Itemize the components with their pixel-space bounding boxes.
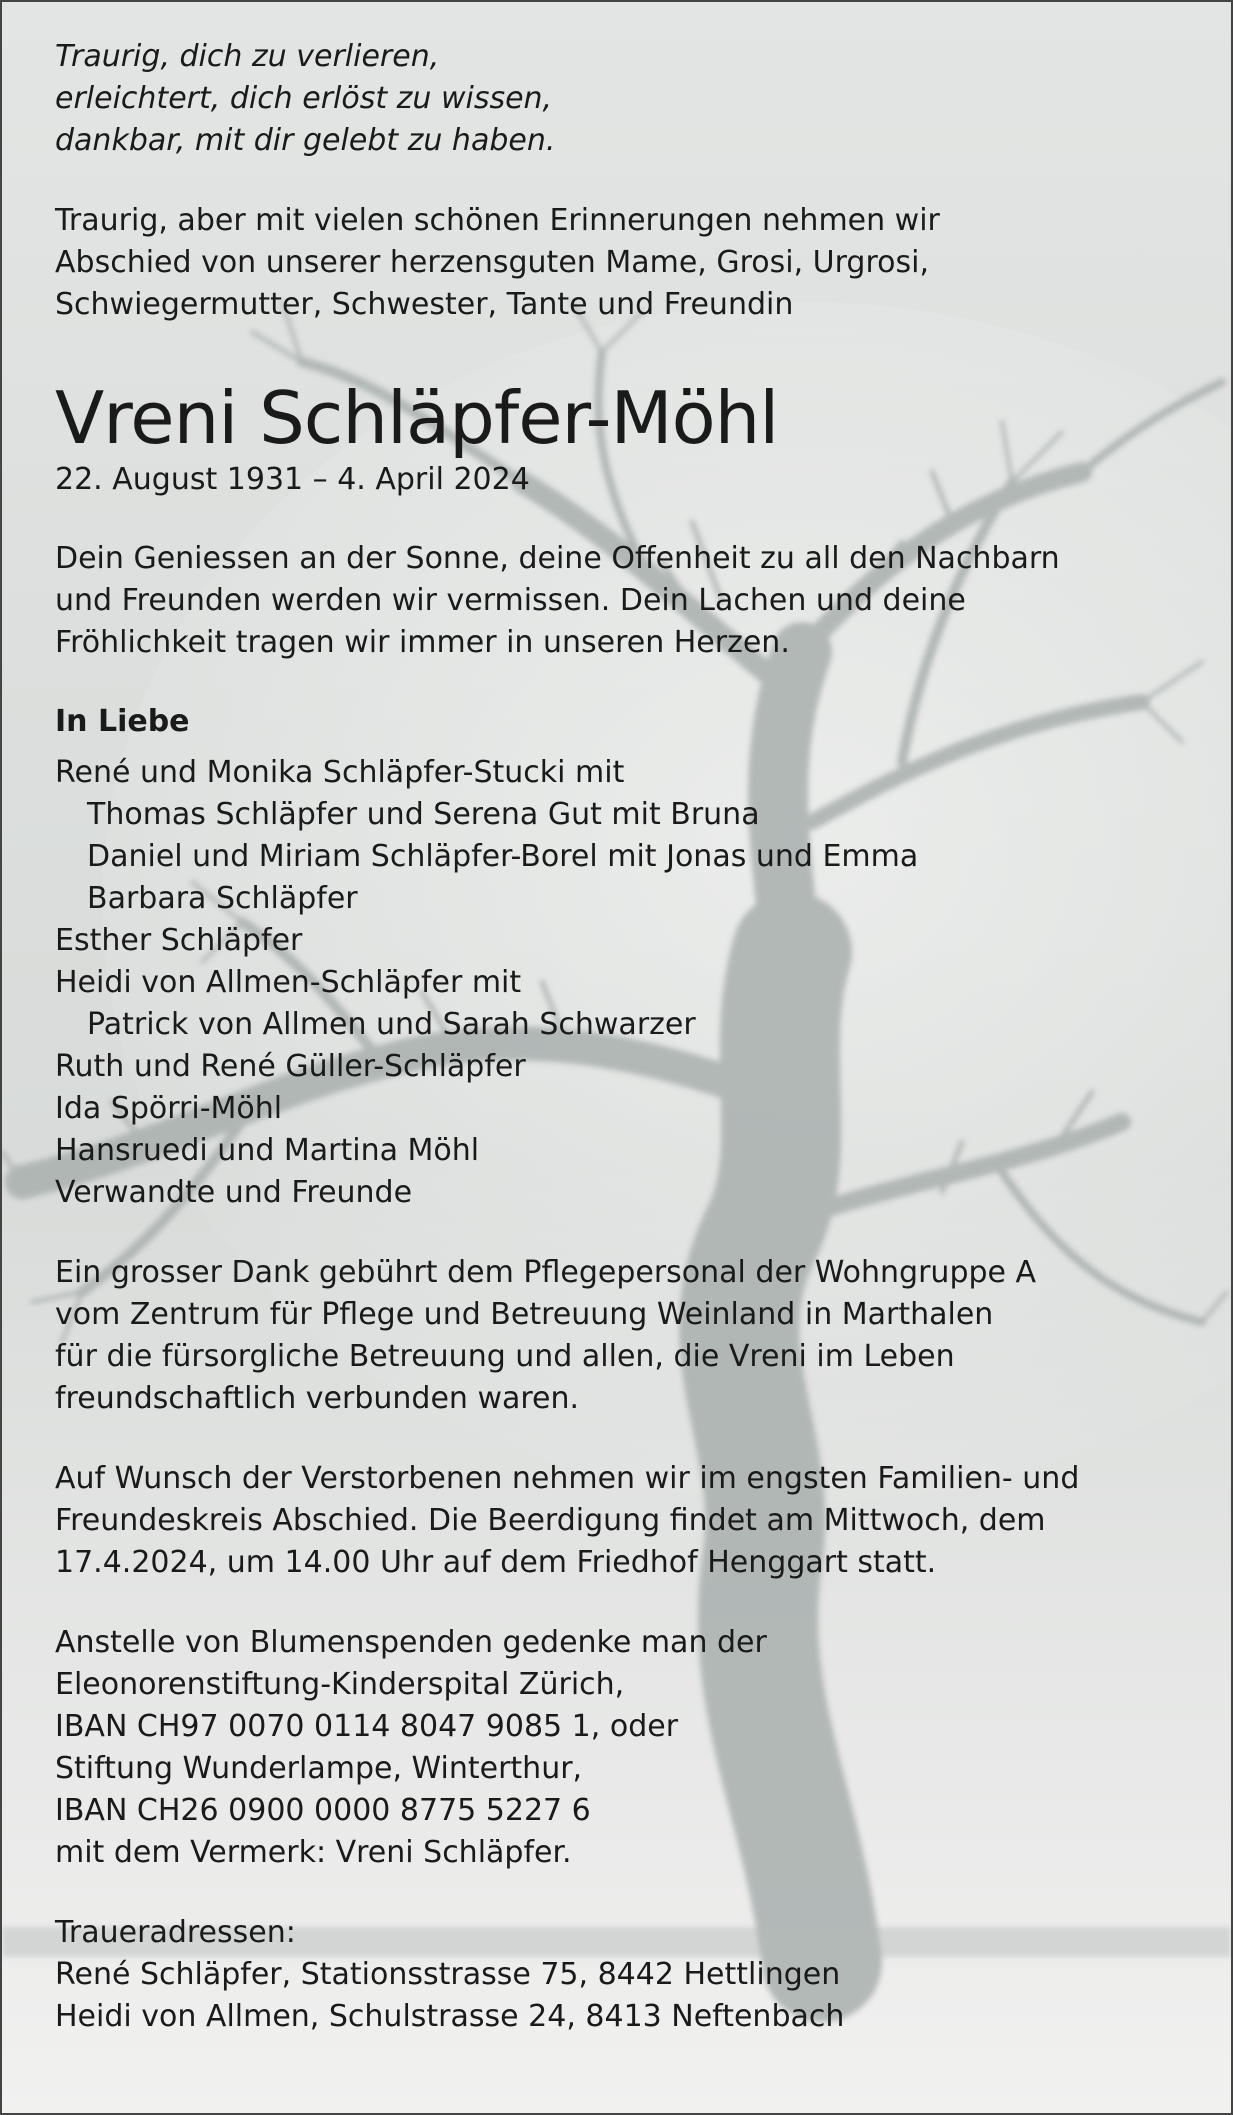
addresses-heading: Traueradressen: bbox=[55, 1915, 296, 1950]
address-line: Heidi von Allmen, Schulstrasse 24, 8413 Neftenbach bbox=[55, 1999, 845, 2034]
motto-line: Traurig, dich zu verlieren, bbox=[55, 39, 440, 74]
tribute-paragraph bbox=[55, 538, 1195, 664]
donations-paragraph bbox=[55, 1622, 1195, 1874]
donations-line: IBAN CH97 0070 0114 8047 9085 1, oder bbox=[55, 1709, 679, 1744]
funeral-line: Auf Wunsch der Verstorbenen nehmen wir im engsten Familien- und bbox=[55, 1461, 1080, 1496]
mourner-entry: Ida Spörri-Möhl bbox=[55, 1091, 283, 1126]
life-dates: 22. August 1931 – 4. April 2024 bbox=[55, 462, 530, 497]
funeral-line: 17.4.2024, um 14.00 Uhr auf dem Friedhof Henggart statt. bbox=[55, 1545, 937, 1580]
thanks-line: Ein grosser Dank gebührt dem Pflegepersonal der Wohngruppe A bbox=[55, 1255, 1037, 1290]
intro-paragraph bbox=[55, 200, 1195, 326]
motto-line: erleichtert, dich erlöst zu wissen, bbox=[55, 81, 553, 116]
mourner-entry: René und Monika Schläpfer-Stucki mit bbox=[55, 755, 625, 790]
mourner-entry: Patrick von Allmen und Sarah Schwarzer bbox=[87, 1007, 696, 1042]
tribute-line: Dein Geniessen an der Sonne, deine Offenheit zu all den Nachbarn bbox=[55, 541, 1060, 576]
deceased-name: Vreni Schläpfer-Möhl bbox=[55, 376, 779, 460]
motto bbox=[55, 36, 1195, 162]
mourner-entry: Ruth und René Güller-Schläpfer bbox=[55, 1049, 526, 1084]
tribute-line: und Freunden werden wir vermissen. Dein Lachen und deine bbox=[55, 583, 966, 618]
thanks-paragraph bbox=[55, 1252, 1195, 1420]
tribute-line: Fröhlichkeit tragen wir immer in unseren Herzen. bbox=[55, 625, 790, 660]
mourners-list bbox=[55, 752, 1195, 1214]
address-line: René Schläpfer, Stationsstrasse 75, 8442 Hettlingen bbox=[55, 1957, 841, 1992]
mourner-entry: Barbara Schläpfer bbox=[87, 881, 358, 916]
funeral-line: Freundeskreis Abschied. Die Beerdigung findet am Mittwoch, dem bbox=[55, 1503, 1046, 1538]
motto-line: dankbar, mit dir gelebt zu haben. bbox=[55, 123, 556, 158]
thanks-line: vom Zentrum für Pflege und Betreuung Weinland in Marthalen bbox=[55, 1297, 994, 1332]
mourner-entry: Thomas Schläpfer und Serena Gut mit Bruna bbox=[87, 797, 760, 832]
mourner-entry: Heidi von Allmen-Schläpfer mit bbox=[55, 965, 522, 1000]
donations-line: mit dem Vermerk: Vreni Schläpfer. bbox=[55, 1835, 572, 1870]
donations-line: Anstelle von Blumenspenden gedenke man der bbox=[55, 1625, 767, 1660]
mourner-entry: Esther Schläpfer bbox=[55, 923, 303, 958]
mourner-entry: Hansruedi und Martina Möhl bbox=[55, 1133, 480, 1168]
thanks-line: für die fürsorgliche Betreuung und allen, die Vreni im Leben bbox=[55, 1339, 955, 1374]
mourner-entry: Verwandte und Freunde bbox=[55, 1175, 413, 1210]
donations-line: Eleonorenstiftung-Kinderspital Zürich, bbox=[55, 1667, 625, 1702]
mourners-heading: In Liebe bbox=[55, 704, 190, 739]
intro-line: Schwiegermutter, Schwester, Tante und Freundin bbox=[55, 287, 794, 322]
addresses-section bbox=[55, 1912, 1195, 2038]
thanks-line: freundschaftlich verbunden waren. bbox=[55, 1381, 580, 1416]
mourner-entry: Daniel und Miriam Schläpfer-Borel mit Jonas und Emma bbox=[87, 839, 919, 874]
donations-line: Stiftung Wunderlampe, Winterthur, bbox=[55, 1751, 583, 1786]
intro-line: Traurig, aber mit vielen schönen Erinnerungen nehmen wir bbox=[55, 203, 940, 238]
intro-line: Abschied von unserer herzensguten Mame, Grosi, Urgrosi, bbox=[55, 245, 929, 280]
donations-line: IBAN CH26 0900 0000 8775 5227 6 bbox=[55, 1793, 591, 1828]
funeral-paragraph bbox=[55, 1458, 1195, 1584]
obituary-content bbox=[55, 36, 1195, 2038]
